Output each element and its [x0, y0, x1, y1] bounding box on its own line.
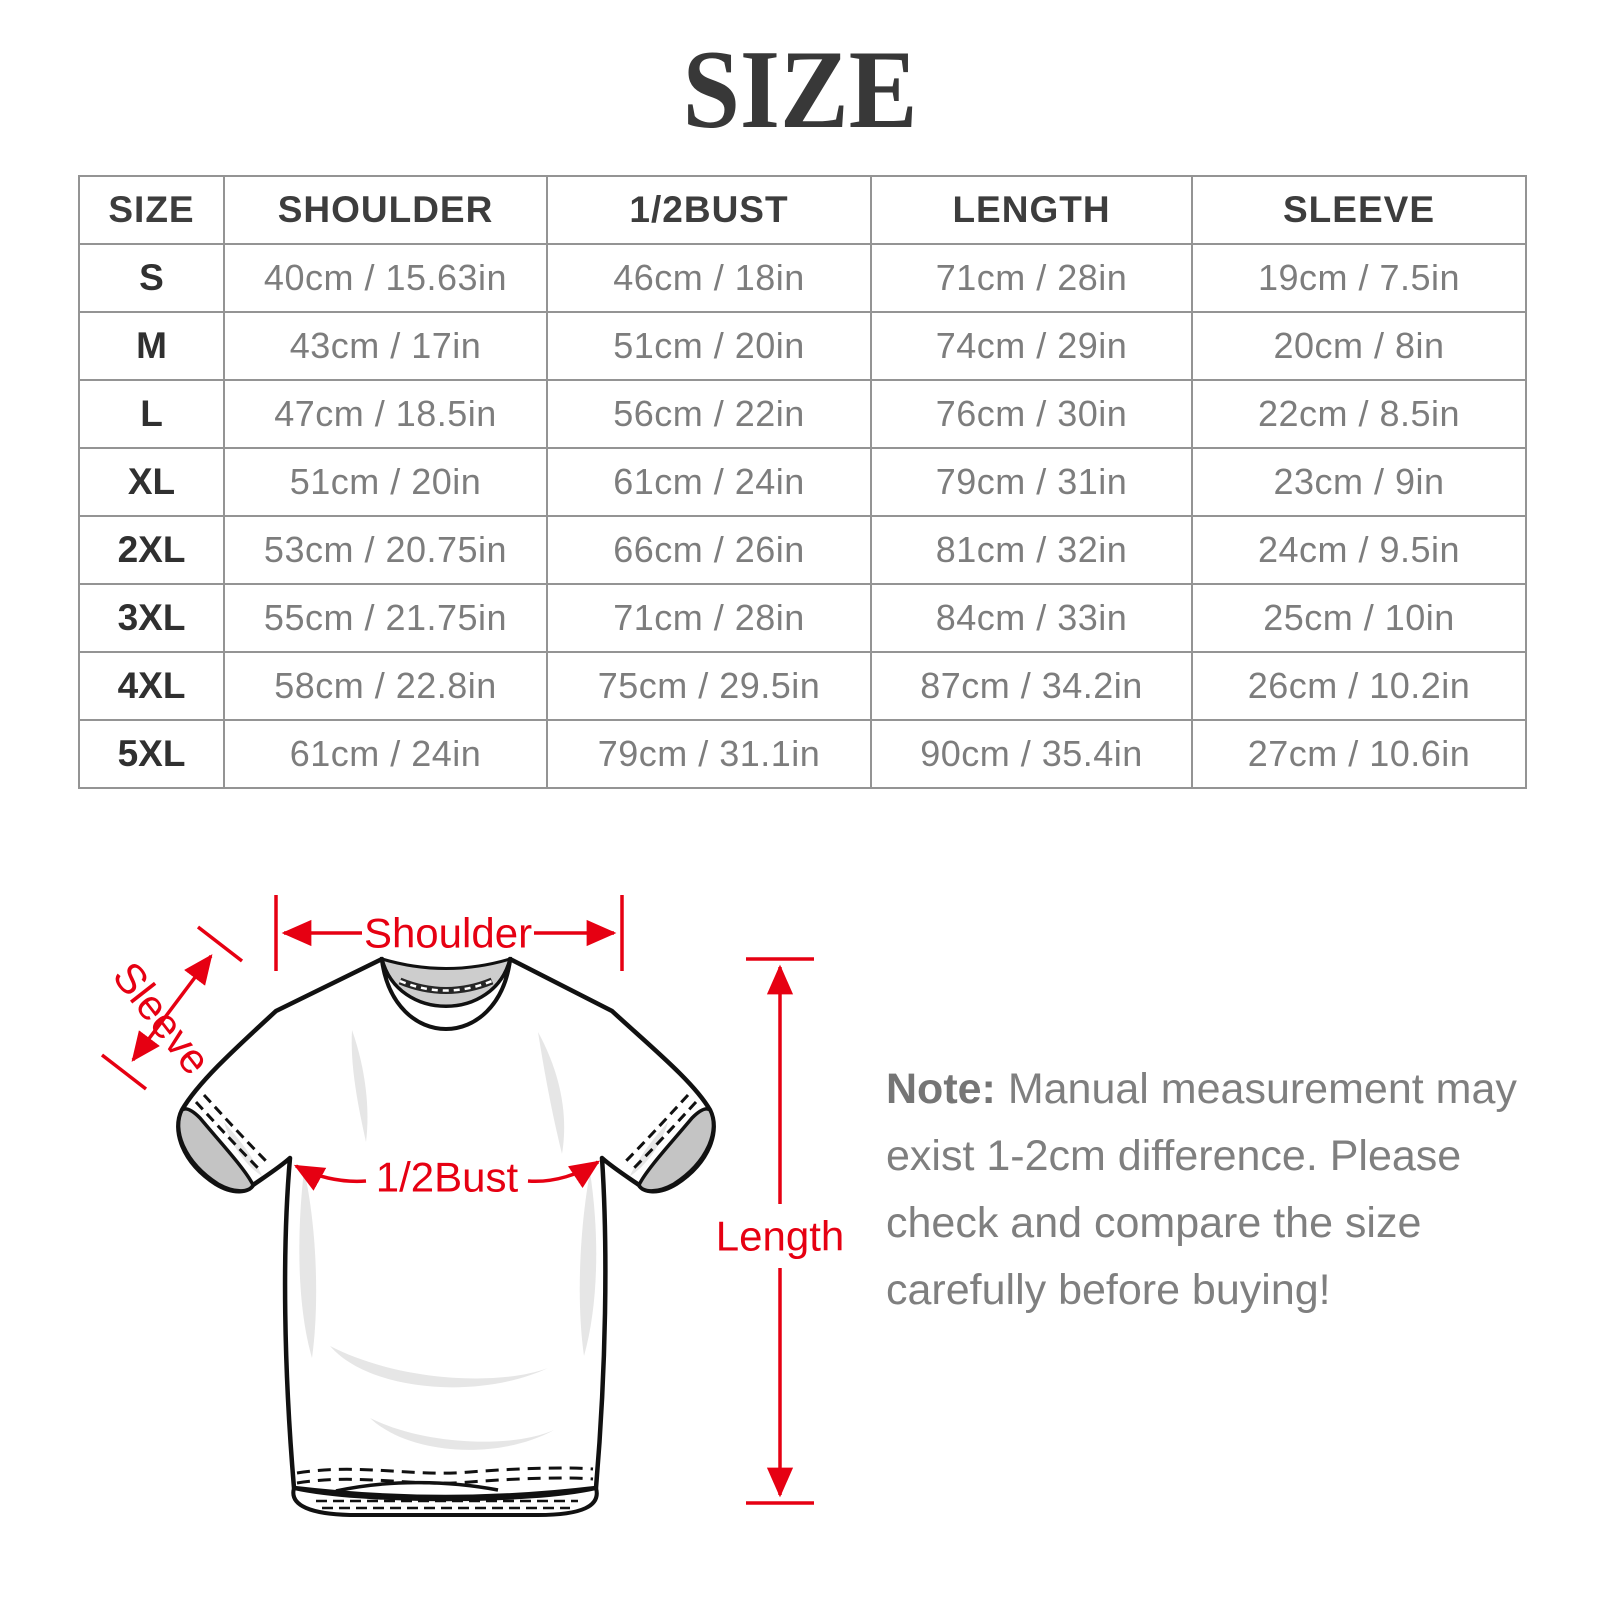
shoulder-label: Shoulder — [363, 909, 533, 957]
bust-cell: 51cm / 20in — [547, 312, 871, 380]
length-cell: 90cm / 35.4in — [871, 720, 1192, 788]
bust-cell: 61cm / 24in — [547, 448, 871, 516]
size-cell: 3XL — [79, 584, 224, 652]
size-cell: L — [79, 380, 224, 448]
header-sleeve: SLEEVE — [1192, 176, 1526, 244]
bust-cell: 75cm / 29.5in — [547, 652, 871, 720]
note-label: Note: — [886, 1065, 996, 1113]
size-cell: S — [79, 244, 224, 312]
length-cell: 76cm / 30in — [871, 380, 1192, 448]
shoulder-cell: 58cm / 22.8in — [224, 652, 547, 720]
shoulder-cell: 51cm / 20in — [224, 448, 547, 516]
sleeve-cell: 22cm / 8.5in — [1192, 380, 1526, 448]
bust-cell: 79cm / 31.1in — [547, 720, 871, 788]
shoulder-cell: 40cm / 15.63in — [224, 244, 547, 312]
length-cell: 79cm / 31in — [871, 448, 1192, 516]
note-line: exist 1-2cm difference. Please — [886, 1132, 1462, 1180]
bust-label: 1/2Bust — [375, 1153, 519, 1201]
bust-cell: 71cm / 28in — [547, 584, 871, 652]
tshirt-illustration — [178, 959, 713, 1515]
table-row — [79, 312, 1526, 380]
size-cell: M — [79, 312, 224, 380]
measurement-note — [886, 1056, 1526, 1324]
header-bust: 1/2BUST — [547, 176, 871, 244]
table-row — [79, 652, 1526, 720]
size-cell: 4XL — [79, 652, 224, 720]
length-cell: 87cm / 34.2in — [871, 652, 1192, 720]
table-row — [79, 380, 1526, 448]
length-cell: 84cm / 33in — [871, 584, 1192, 652]
sleeve-cell: 25cm / 10in — [1192, 584, 1526, 652]
tshirt-outline — [178, 959, 713, 1497]
bust-cell: 46cm / 18in — [547, 244, 871, 312]
note-line: carefully before buying! — [886, 1266, 1331, 1314]
length-cell: 74cm / 29in — [871, 312, 1192, 380]
length-cell: 81cm / 32in — [871, 516, 1192, 584]
shoulder-cell: 53cm / 20.75in — [224, 516, 547, 584]
page-title: SIZE — [682, 28, 918, 152]
table-row — [79, 584, 1526, 652]
bust-cell: 66cm / 26in — [547, 516, 871, 584]
sleeve-cell: 20cm / 8in — [1192, 312, 1526, 380]
header-length: LENGTH — [871, 176, 1192, 244]
shoulder-cell: 43cm / 17in — [224, 312, 547, 380]
header-size: SIZE — [79, 176, 224, 244]
sleeve-cell: 26cm / 10.2in — [1192, 652, 1526, 720]
shoulder-cell: 47cm / 18.5in — [224, 380, 547, 448]
shoulder-cell: 55cm / 21.75in — [224, 584, 547, 652]
note-line — [886, 1056, 1526, 1123]
tshirt-measurement-diagram — [70, 870, 850, 1570]
size-cell: 5XL — [79, 720, 224, 788]
note-line: check and compare the size — [886, 1199, 1422, 1247]
length-label: Length — [715, 1212, 845, 1260]
sleeve-cell: 27cm / 10.6in — [1192, 720, 1526, 788]
size-cell: 2XL — [79, 516, 224, 584]
sleeve-cell: 23cm / 9in — [1192, 448, 1526, 516]
table-row — [79, 244, 1526, 312]
sleeve-cell: 24cm / 9.5in — [1192, 516, 1526, 584]
sleeve-label: Sleeve — [103, 952, 221, 1084]
length-cell: 71cm / 28in — [871, 244, 1192, 312]
size-table — [78, 175, 1527, 789]
shoulder-cell: 61cm / 24in — [224, 720, 547, 788]
bust-cell: 56cm / 22in — [547, 380, 871, 448]
table-header-row — [79, 176, 1526, 244]
table-row — [79, 448, 1526, 516]
note-text: Manual measurement may — [995, 1065, 1517, 1113]
table-row — [79, 720, 1526, 788]
header-shoulder: SHOULDER — [224, 176, 547, 244]
table-row — [79, 516, 1526, 584]
sleeve-cell: 19cm / 7.5in — [1192, 244, 1526, 312]
size-cell: XL — [79, 448, 224, 516]
